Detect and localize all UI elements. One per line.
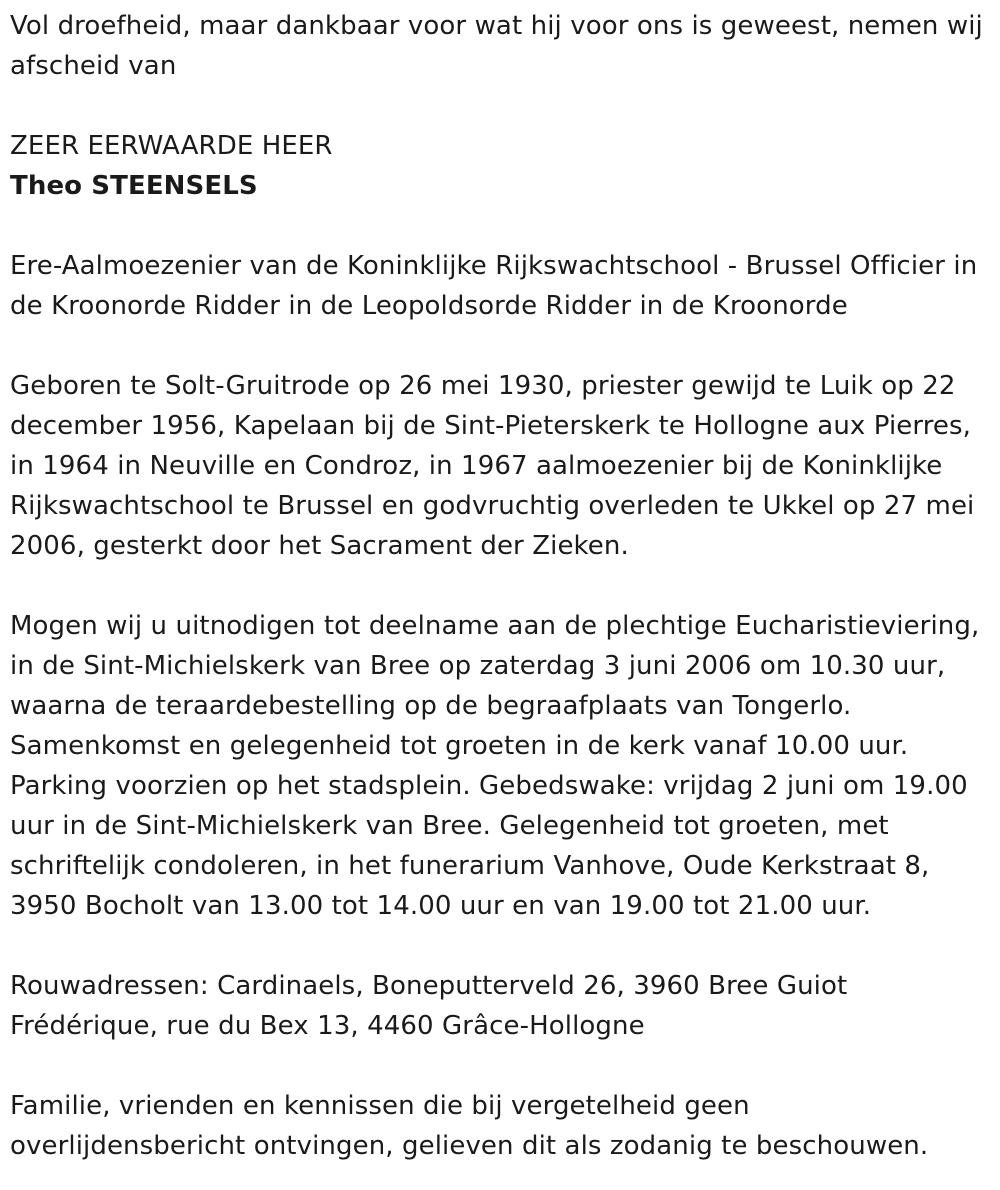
spacer [10,566,990,606]
biography-text: Geboren te Solt-Gruitrode op 26 mei 1930, priester gewijd te Luik op 22 december 1956, Kapelaan bij de Sint-Pieterskerk te Hollogne aux Pierres, in 1964 in Neuville en Condroz, in 1967 aalmoezenier bij de Koninklijke Rijkswachtschool te Brussel en godvruchtig overleden te Ukkel op 27 mei 2006, gesterkt door het Sacrament der Zieken. [10,371,975,561]
spacer [10,206,990,246]
spacer [10,1046,990,1086]
deceased-name: Theo STEENSELS [10,171,258,201]
spacer [10,86,990,126]
spacer [10,926,990,966]
intro-text: Vol droefheid, maar dankbaar voor wat hij voor ons is geweest, nemen wij afscheid van [10,11,983,81]
mourning-addresses: Rouwadressen: Cardinaels, Boneputterveld 26, 3960 Bree Guiot Frédérique, rue du Bex 13, 4460 Grâce-Hollogne [10,971,848,1041]
spacer [10,326,990,366]
invitation-text: Mogen wij u uitnodigen tot deelname aan de plechtige Eucharistieviering, in de Sint-Michielskerk van Bree op zaterdag 3 juni 2006 om 10.30 uur, waarna de teraardebestelling op de begraafplaats van Tongerlo. Samenkomst en gelegenheid tot groeten in de kerk vanaf 10.00 uur. Parking voorzien op het stadsplein. Gebedswake: vrijdag 2 juni om 19.00 uur in de Sint-Michielskerk van Bree. Gelegenheid tot groeten, met schriftelijk condoleren, in het funerarium Vanhove, Oude Kerkstraat 8, 3950 Bocholt van 13.00 tot 14.00 uur en van 19.00 tot 21.00 uur. [10,611,980,921]
honorific-title: ZEER EERWAARDE HEER [10,131,333,161]
titles-text: Ere-Aalmoezenier van de Koninklijke Rijkswachtschool - Brussel Officier in de Kroonorde Ridder in de Leopoldsorde Ridder in de Kroonorde [10,251,978,321]
closing-text: Familie, vrienden en kennissen die bij vergetelheid geen overlijdensbericht ontvingen, gelieven dit als zodanig te beschouwen. [10,1091,929,1161]
